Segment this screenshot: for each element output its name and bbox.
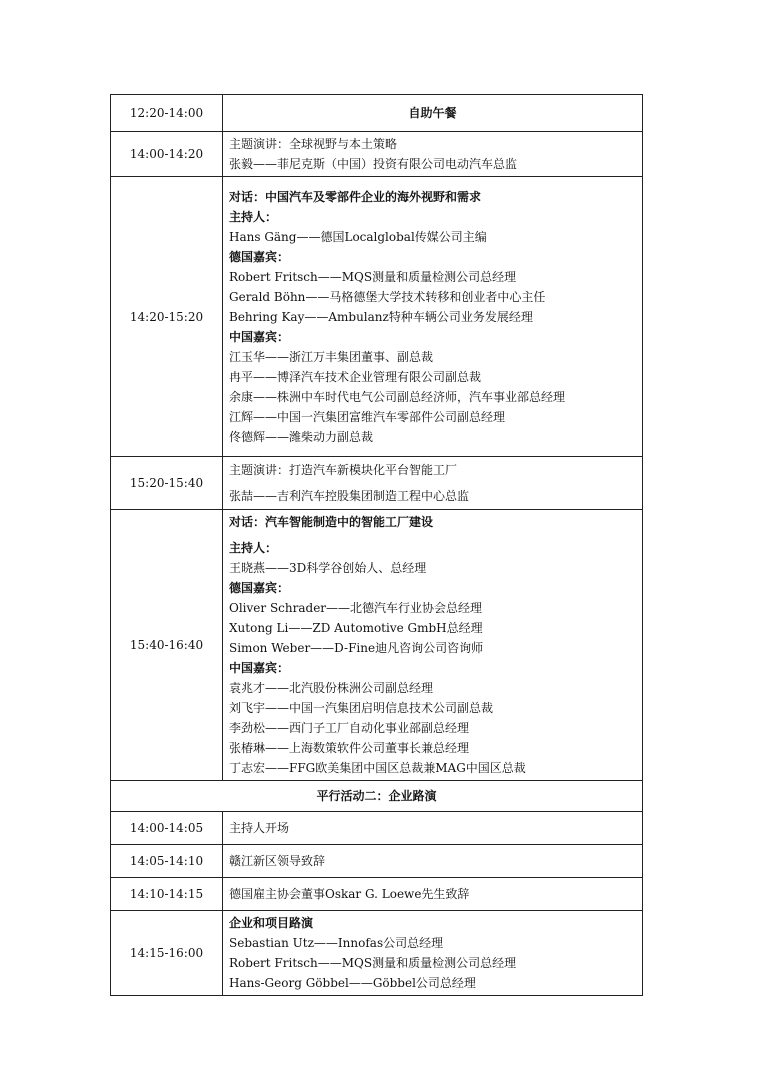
speaker-line: 张毅——菲尼克斯（中国）投资有限公司电动汽车总监: [229, 157, 518, 171]
speaker-line: 刘飞宇——中国一汽集团启明信息技术公司副总裁: [229, 701, 494, 715]
time-cell: 14:15-16:00: [111, 911, 223, 996]
chinese-guests-label: 中国嘉宾：: [229, 329, 290, 344]
agenda-row-keynote-1: [111, 132, 643, 177]
moderator-line: Hans Gäng——德国Localglobal传媒公司主编: [229, 229, 487, 244]
agenda-row-dialogue-2: [111, 510, 643, 781]
session-title: 主题演讲：打造汽车新模块化平台智能工厂: [229, 463, 458, 477]
chinese-guests-label: 中国嘉宾：: [229, 661, 290, 675]
session-details: [223, 510, 643, 781]
speaker-line: 冉平——博泽汽车技术企业管理有限公司副总裁: [229, 369, 482, 384]
speaker-line: 袁兆才——北汽股份株洲公司副总经理: [229, 681, 434, 695]
speaker-line: 李劲松——西门子工厂自动化事业部副总经理: [229, 721, 470, 735]
agenda-row-lunch: [111, 95, 643, 132]
moderator-label: 主持人：: [229, 209, 278, 224]
session-title: 赣江新区领导致辞: [229, 854, 326, 868]
agenda-row-dialogue-1: [111, 177, 643, 457]
session-title: 自助午餐: [223, 95, 643, 132]
session-title: 对话：中国汽车及零部件企业的海外视野和需求: [229, 189, 482, 204]
german-guests-label: 德国嘉宾：: [229, 581, 290, 595]
session-details: [223, 177, 643, 457]
speaker-line: Oliver Schrader——北德汽车行业协会总经理: [229, 601, 483, 615]
speaker-line: Sebastian Utz——Innofas公司总经理: [229, 936, 444, 950]
speaker-line: 江玉华——浙江万丰集团董事、副总裁: [229, 349, 434, 364]
speaker-line: 丁志宏——FFG欧美集团中国区总裁兼MAG中国区总裁: [229, 761, 526, 775]
speaker-line: Simon Weber——D-Fine迪凡咨询公司咨询师: [229, 641, 484, 655]
section-title: 平行活动二：企业路演: [111, 781, 643, 812]
agenda-table: [110, 94, 643, 996]
agenda-row-opening: [111, 812, 643, 845]
session-title: 主题演讲：全球视野与本土策略: [229, 137, 398, 151]
speaker-line: Gerald Böhn——马格德堡大学技术转移和创业者中心主任: [229, 289, 546, 304]
speaker-line: Behring Kay——Ambulanz特种车辆公司业务发展经理: [229, 309, 533, 324]
session-details: [223, 845, 643, 878]
time-cell: 14:10-14:15: [111, 878, 223, 911]
agenda-section-header: [111, 781, 643, 812]
time-cell: 14:05-14:10: [111, 845, 223, 878]
speaker-line: Xutong Li——ZD Automotive GmbH总经理: [229, 621, 483, 635]
session-details: [223, 812, 643, 845]
session-details: [223, 132, 643, 177]
time-cell: 14:00-14:05: [111, 812, 223, 845]
speaker-line: 佟德辉——潍柴动力副总裁: [229, 429, 374, 444]
speaker-line: 张喆——吉利汽车控股集团制造工程中心总监: [229, 489, 470, 503]
session-title: 对话：汽车智能制造中的智能工厂建设: [229, 515, 434, 529]
time-cell: 15:20-15:40: [111, 457, 223, 510]
moderator-line: 王晓燕——3D科学谷创始人、总经理: [229, 561, 427, 575]
speaker-line: Robert Fritsch——MQS测量和质量检测公司总经理: [229, 956, 517, 970]
agenda-row-roadshow: [111, 911, 643, 996]
agenda-row-address: [111, 878, 643, 911]
german-guests-label: 德国嘉宾：: [229, 249, 290, 264]
agenda-row-keynote-2: [111, 457, 643, 510]
moderator-label: 主持人：: [229, 541, 278, 555]
time-cell: 14:20-15:20: [111, 177, 223, 457]
agenda-row-welcome: [111, 845, 643, 878]
session-details: [223, 911, 643, 996]
time-cell: 12:20-14:00: [111, 95, 223, 132]
speaker-line: 张椿琳——上海数策软件公司董事长兼总经理: [229, 741, 470, 755]
speaker-line: Hans-Georg Göbbel——Göbbel公司总经理: [229, 976, 476, 990]
session-title: 企业和项目路演: [229, 916, 314, 930]
speaker-line: 江辉——中国一汽集团富维汽车零部件公司副总经理: [229, 409, 506, 424]
time-cell: 14:00-14:20: [111, 132, 223, 177]
session-title: 德国雇主协会董事Oskar G. Loewe先生致辞: [229, 887, 470, 901]
time-cell: 15:40-16:40: [111, 510, 223, 781]
speaker-line: 余康——株洲中车时代电气公司副总经济师，汽车事业部总经理: [229, 389, 566, 404]
session-details: [223, 878, 643, 911]
session-title: 主持人开场: [229, 821, 290, 835]
session-details: [223, 457, 643, 510]
speaker-line: Robert Fritsch——MQS测量和质量检测公司总经理: [229, 269, 517, 284]
